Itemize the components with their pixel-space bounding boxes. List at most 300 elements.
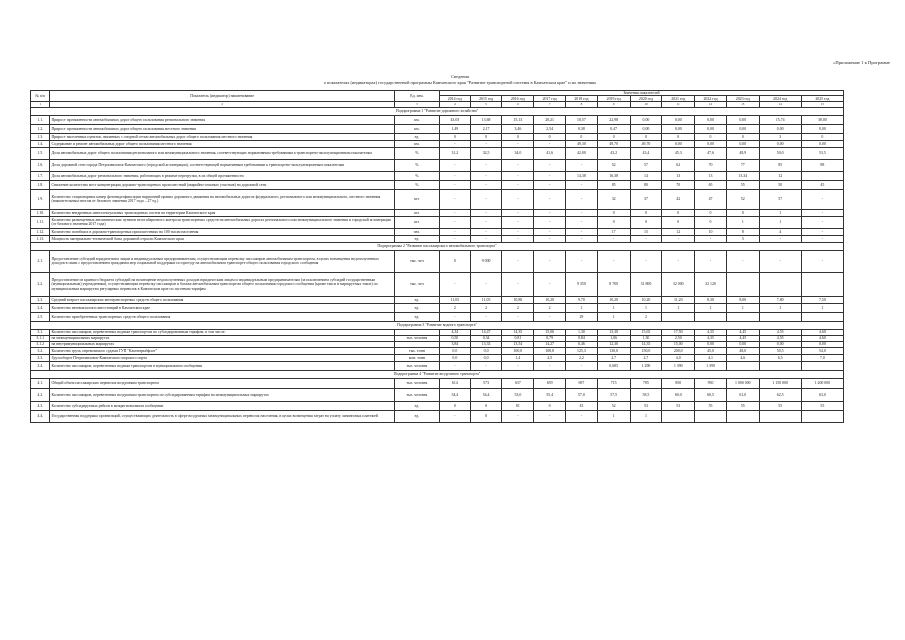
row-value: 0,00 bbox=[662, 115, 695, 124]
header-year: 2020 год bbox=[630, 96, 662, 102]
row-value: 0,00 bbox=[726, 341, 759, 347]
row-unit: ед. bbox=[394, 312, 439, 321]
row-value: - bbox=[439, 228, 470, 235]
header-index: 7 bbox=[534, 102, 566, 107]
row-value bbox=[759, 410, 801, 422]
row-value: 50 bbox=[759, 180, 801, 189]
row-value: 0,00 bbox=[662, 124, 695, 133]
row-value: 42 bbox=[662, 189, 695, 209]
section-title: Подпрограмма 1 "Развитие дорожного хозяйства" bbox=[31, 107, 844, 115]
row-value: 0,84 bbox=[566, 335, 598, 341]
row-value: 1 bbox=[597, 303, 630, 312]
row-value: 49,70 bbox=[597, 140, 630, 147]
row-value: 1 390 bbox=[662, 361, 695, 370]
row-value: 4,35 bbox=[695, 329, 727, 335]
row-value: 9 350 bbox=[566, 272, 598, 296]
row-value: 32 bbox=[597, 189, 630, 209]
row-number: 1.12. bbox=[31, 228, 50, 235]
row-value: 0,00 bbox=[662, 140, 695, 147]
row-value: 60,5 bbox=[695, 388, 727, 401]
header-year: 2022 год bbox=[695, 96, 727, 102]
row-value: 0 bbox=[662, 209, 695, 216]
row-unit: % bbox=[394, 180, 439, 189]
row-value: 70 bbox=[695, 159, 727, 171]
row-value: 108,8 bbox=[534, 347, 566, 354]
row-value: - bbox=[502, 189, 534, 209]
row-value: 7,80 bbox=[759, 296, 801, 303]
table-row bbox=[31, 140, 844, 147]
row-number: 3.3. bbox=[31, 354, 50, 361]
row-value: 1 bbox=[566, 303, 598, 312]
table-row bbox=[31, 209, 844, 216]
row-value: - bbox=[502, 235, 534, 242]
row-value: 4,55 bbox=[759, 329, 801, 335]
row-value: 15,06 bbox=[534, 329, 566, 335]
row-value: 10,57 bbox=[566, 115, 598, 124]
row-value: - bbox=[439, 180, 470, 189]
row-value: 12 bbox=[759, 171, 801, 180]
row-value: 0,00 bbox=[726, 115, 759, 124]
row-name: Государственная поддержка организаций, осуществляющих деятельность в сфере воздушных межмуниципальных перевозок населения, в целях возмещения затрат на уплату лизинговых платежей bbox=[50, 410, 394, 422]
header-index: 10 bbox=[630, 102, 662, 107]
table-row bbox=[31, 312, 844, 321]
row-value: 16,38 bbox=[597, 171, 630, 180]
row-number: 3.4. bbox=[31, 361, 50, 370]
row-value: 0 bbox=[597, 133, 630, 140]
row-unit: ед. bbox=[394, 235, 439, 242]
row-value: 10,20 bbox=[534, 296, 566, 303]
row-value: 2,5 bbox=[534, 354, 566, 361]
row-value: 13,33 bbox=[470, 341, 502, 347]
table-row bbox=[31, 124, 844, 133]
row-value: - bbox=[439, 216, 470, 228]
row-value: - bbox=[695, 235, 727, 242]
header-index: 11 bbox=[662, 102, 695, 107]
row-value: - bbox=[726, 250, 759, 272]
row-value: - bbox=[566, 250, 598, 272]
row-value: 0,0 bbox=[439, 347, 470, 354]
row-value: 55 bbox=[726, 180, 759, 189]
row-value: 4,35 bbox=[695, 335, 727, 341]
row-number: 3.1.1 bbox=[31, 335, 50, 341]
row-unit: тыс. чел bbox=[394, 272, 439, 296]
row-value: 13,34 bbox=[726, 171, 759, 180]
header-year: 2024 год bbox=[759, 96, 801, 102]
row-value: 2 bbox=[630, 312, 662, 321]
table-row bbox=[31, 354, 844, 361]
row-value: - bbox=[439, 272, 470, 296]
row-value: 49,70 bbox=[630, 140, 662, 147]
row-name: Количество груза, перевозимого судами ГУП "Камчатрыбфлот" bbox=[50, 347, 394, 354]
row-value: - bbox=[439, 361, 470, 370]
row-value: 2 bbox=[470, 303, 502, 312]
row-value: - bbox=[695, 250, 727, 272]
row-value: - bbox=[801, 235, 843, 242]
row-name: Количество погибших в дорожно-транспортных происшествиях на 100 тысяч населения bbox=[50, 228, 394, 235]
row-value: 3,46 bbox=[502, 124, 534, 133]
row-value: 150,0 bbox=[630, 347, 662, 354]
row-value: 1 000 000 bbox=[726, 378, 759, 388]
header-year: 2021 год bbox=[662, 96, 695, 102]
row-value: 4,60 bbox=[801, 329, 843, 335]
row-value: - bbox=[566, 228, 598, 235]
row-name: Мощность материально-технической базы дорожной отрасли Камчатского края bbox=[50, 235, 394, 242]
row-value: 659 bbox=[534, 378, 566, 388]
section-title: Подпрограмма 4 "Развитие воздушного транспорта" bbox=[31, 370, 844, 378]
header-year: 2019 год bbox=[597, 96, 630, 102]
row-value: 47,6 bbox=[695, 147, 727, 159]
header-index: 14 bbox=[759, 102, 801, 107]
row-value bbox=[759, 312, 801, 321]
header-index: 5 bbox=[470, 102, 502, 107]
header-num: № п/п bbox=[31, 91, 50, 102]
row-name: Снижение количества мест концентрации дорожно-транспортных происшествий (аварийно-опасных участков) на дорожной сети bbox=[50, 180, 394, 189]
row-value: 4,6 bbox=[726, 354, 759, 361]
row-value: 55 bbox=[695, 401, 727, 410]
row-name: Доля автомобильных дорог общего пользования регионального или межмуниципального значения, соответствующих нормативным требованиям к транспортно-эксплуатационным показателям bbox=[50, 147, 394, 159]
row-number: 3.1. bbox=[31, 329, 50, 335]
row-value: - bbox=[502, 140, 534, 147]
row-value: - bbox=[470, 228, 502, 235]
row-number: 4.3. bbox=[31, 401, 50, 410]
row-value: 0,0 bbox=[439, 354, 470, 361]
table-row bbox=[31, 296, 844, 303]
header-index: 6 bbox=[502, 102, 534, 107]
row-unit: км. bbox=[394, 124, 439, 133]
row-value: 57 bbox=[630, 159, 662, 171]
row-value: - bbox=[759, 250, 801, 272]
table-row bbox=[31, 361, 844, 370]
row-value: - bbox=[439, 189, 470, 209]
row-value: - bbox=[566, 361, 598, 370]
row-number: 1.7. bbox=[31, 171, 50, 180]
row-value: - bbox=[534, 140, 566, 147]
row-value: 0,685 bbox=[597, 361, 630, 370]
row-value bbox=[662, 410, 695, 422]
row-name: Прирост протяженности автомобильных дорог общего пользования местного значения bbox=[50, 124, 394, 133]
row-value: - bbox=[566, 159, 598, 171]
row-value: 1 bbox=[597, 312, 630, 321]
row-value: 6,5 bbox=[759, 354, 801, 361]
row-value: - bbox=[759, 235, 801, 242]
section-header-row bbox=[31, 321, 844, 329]
row-value: 17,50 bbox=[662, 329, 695, 335]
row-name: Средний возраст пассажирских автотранспортных средств общего пользования bbox=[50, 296, 394, 303]
row-value: 2,2 bbox=[566, 354, 598, 361]
row-value: 0,00 bbox=[630, 124, 662, 133]
row-value: 0 bbox=[801, 133, 843, 140]
row-value: 0 bbox=[597, 216, 630, 228]
row-value: 63,0 bbox=[801, 388, 843, 401]
row-value: 0,00 bbox=[695, 140, 727, 147]
row-value: 0,00 bbox=[726, 140, 759, 147]
row-number: 1.9. bbox=[31, 189, 50, 209]
row-value: 0 bbox=[470, 401, 502, 410]
row-number: 2.3. bbox=[31, 296, 50, 303]
row-value: 200,0 bbox=[662, 347, 695, 354]
row-value: - bbox=[534, 361, 566, 370]
row-value: - bbox=[502, 410, 534, 422]
row-value: 0 bbox=[566, 133, 598, 140]
row-value: 55 bbox=[801, 401, 843, 410]
row-value: 0,00 bbox=[801, 124, 843, 133]
row-number: 1.6. bbox=[31, 159, 50, 171]
row-value bbox=[726, 272, 759, 296]
table-row bbox=[31, 216, 844, 228]
row-value: 15,65 bbox=[630, 329, 662, 335]
row-value: 0 bbox=[630, 216, 662, 228]
table-row bbox=[31, 410, 844, 422]
row-value: 0 bbox=[726, 133, 759, 140]
row-name: Количество пассажиров, перевезенных воздушным транспортом по субсидированным тарифам на межмуниципальных маршрутах bbox=[50, 388, 394, 401]
header-unit: Ед. изм. bbox=[394, 91, 439, 102]
header-index: 1 bbox=[31, 102, 50, 107]
row-name: Количество размещенных автоматических пунктов весогабаритного контроля транспортных средств на автомобильных дорогах регионального или межмуниципального значения и городской агломерации (от базового значения 2017 года) bbox=[50, 216, 394, 228]
row-value: 42,00 bbox=[566, 147, 598, 159]
row-value: 0 bbox=[695, 216, 727, 228]
row-name: Количество приобретенных транспортных средств общего пользования bbox=[50, 312, 394, 321]
row-value: - bbox=[597, 250, 630, 272]
row-value: 8 700 bbox=[597, 272, 630, 296]
row-value: 0,00 bbox=[630, 115, 662, 124]
row-value bbox=[759, 361, 801, 370]
row-value: 0,0 bbox=[470, 354, 502, 361]
row-value: 715 bbox=[597, 378, 630, 388]
row-value: 47 bbox=[695, 189, 727, 209]
row-value: - bbox=[566, 180, 598, 189]
row-value: 13 bbox=[662, 171, 695, 180]
row-value: 32 000 bbox=[662, 272, 695, 296]
row-value: 54,4 bbox=[439, 388, 470, 401]
row-value: 0 bbox=[662, 216, 695, 228]
row-value: 11,05 bbox=[470, 296, 502, 303]
row-value: - bbox=[630, 235, 662, 242]
row-value: 15 bbox=[630, 228, 662, 235]
row-value bbox=[726, 361, 759, 370]
row-value: 4 bbox=[759, 228, 801, 235]
header-indicator: Показатель (индикатор) наименование bbox=[50, 91, 394, 102]
row-value: - bbox=[662, 250, 695, 272]
row-value: 4,60 bbox=[801, 335, 843, 341]
header-index: 3 bbox=[394, 102, 439, 107]
row-value: - bbox=[439, 171, 470, 180]
row-value: 10 bbox=[695, 228, 727, 235]
row-value bbox=[726, 312, 759, 321]
row-value: 697 bbox=[566, 378, 598, 388]
row-value: 48,0 bbox=[726, 347, 759, 354]
row-value: 62,5 bbox=[759, 388, 801, 401]
row-value: - bbox=[502, 171, 534, 180]
row-value: 2,54 bbox=[534, 124, 566, 133]
header-year: 2015 год bbox=[470, 96, 502, 102]
row-value: 34,0 bbox=[502, 147, 534, 159]
row-number: 1.8. bbox=[31, 180, 50, 189]
row-value: 0 bbox=[630, 209, 662, 216]
row-value: 17 bbox=[597, 228, 630, 235]
row-unit: тыс. тонн bbox=[394, 347, 439, 354]
row-value: 850 bbox=[662, 378, 695, 388]
row-value: - bbox=[534, 228, 566, 235]
row-value: 4,1 bbox=[695, 354, 727, 361]
row-value: 37 bbox=[630, 189, 662, 209]
row-value: - bbox=[502, 312, 534, 321]
row-value: 45,0 bbox=[695, 347, 727, 354]
row-value: 70 bbox=[662, 180, 695, 189]
row-unit: шт. bbox=[394, 189, 439, 209]
row-value: 0 bbox=[534, 133, 566, 140]
row-value: - bbox=[534, 272, 566, 296]
row-value: 2 bbox=[502, 303, 534, 312]
row-value: 7,50 bbox=[801, 296, 843, 303]
row-value: - bbox=[801, 228, 843, 235]
row-value: 62 bbox=[662, 159, 695, 171]
table-row bbox=[31, 347, 844, 354]
table-row bbox=[31, 115, 844, 124]
row-value: - bbox=[801, 216, 843, 228]
header-index: 8 bbox=[566, 102, 598, 107]
row-value: - bbox=[502, 180, 534, 189]
table-row bbox=[31, 133, 844, 140]
row-value: 31,2 bbox=[439, 147, 470, 159]
row-value: 50,5 bbox=[759, 347, 801, 354]
row-value: - bbox=[662, 235, 695, 242]
row-number: 2.1. bbox=[31, 250, 50, 272]
row-value: - bbox=[470, 272, 502, 296]
row-unit: км. bbox=[394, 140, 439, 147]
row-value: 13,30 bbox=[597, 329, 630, 335]
table-row bbox=[31, 228, 844, 235]
row-value: 29 bbox=[566, 312, 598, 321]
row-name: Прирост населенных пунктов, связанных с опорной сетью автомобильных дорог общего пользования местного значения bbox=[50, 133, 394, 140]
row-value: 12,30 bbox=[597, 341, 630, 347]
row-value: 0 bbox=[439, 133, 470, 140]
row-value: - bbox=[502, 159, 534, 171]
row-value bbox=[759, 272, 801, 296]
row-unit: % bbox=[394, 171, 439, 180]
row-value: 950 bbox=[695, 378, 727, 388]
header-index: 15 bbox=[801, 102, 843, 107]
row-value: 0,00 bbox=[759, 341, 801, 347]
row-value: 2,7 bbox=[597, 354, 630, 361]
row-value: 0,47 bbox=[597, 124, 630, 133]
row-value: - bbox=[439, 235, 470, 242]
row-unit: млн. тонн bbox=[394, 354, 439, 361]
row-value: 3 bbox=[759, 133, 801, 140]
row-value: 2,7 bbox=[630, 354, 662, 361]
row-value: - bbox=[502, 216, 534, 228]
row-unit: км. bbox=[394, 115, 439, 124]
row-value: 49,30 bbox=[566, 140, 598, 147]
row-value: 43,2 bbox=[597, 147, 630, 159]
row-value: 1,30 bbox=[566, 329, 598, 335]
row-value: 10,20 bbox=[630, 296, 662, 303]
row-value: 54,0 bbox=[801, 347, 843, 354]
row-value: 0,00 bbox=[695, 341, 727, 347]
row-value: 4,45 bbox=[726, 335, 759, 341]
row-value: 130,0 bbox=[597, 347, 630, 354]
header-index: 9 bbox=[597, 102, 630, 107]
row-value: - bbox=[534, 250, 566, 272]
row-value: 1 bbox=[759, 209, 801, 216]
row-value: 0 bbox=[662, 133, 695, 140]
row-value: 8,30 bbox=[695, 296, 727, 303]
row-value: 54,4 bbox=[470, 388, 502, 401]
table-row bbox=[31, 235, 844, 242]
section-title: Подпрограмма 2 "Развитие пассажирского автомобильного транспорта" bbox=[31, 242, 844, 250]
table-row bbox=[31, 378, 844, 388]
header-year: 2018 год bbox=[566, 96, 598, 102]
row-value: 1 390 bbox=[695, 361, 727, 370]
row-value: - bbox=[534, 209, 566, 216]
row-value: - bbox=[439, 312, 470, 321]
table-row bbox=[31, 272, 844, 296]
row-value: - bbox=[470, 235, 502, 242]
row-value bbox=[662, 312, 695, 321]
row-name: Количество пассажиров, перевезенных водным транспортом по субсидированным тарифам, в том числе: bbox=[50, 329, 394, 335]
row-unit: ед. bbox=[394, 410, 439, 422]
row-value bbox=[695, 410, 727, 422]
row-unit: тыс. чел bbox=[394, 250, 439, 272]
row-value: 4,0 bbox=[662, 354, 695, 361]
document-title bbox=[160, 74, 760, 86]
row-value: - bbox=[439, 209, 470, 216]
row-value: 60,0 bbox=[662, 388, 695, 401]
row-value bbox=[801, 272, 843, 296]
row-unit: ед. bbox=[394, 401, 439, 410]
row-value: 1 bbox=[695, 303, 727, 312]
title-line-2: о показателях (индикаторах) государственной программы Камчатского края "Развитие транспортной системы в Камчатском крае" и их значениях bbox=[323, 80, 597, 85]
row-value: 15,74 bbox=[759, 115, 801, 124]
row-name: Количество пассажиров, перевезенных водным транспортом в муниципальном сообщении bbox=[50, 361, 394, 370]
table-row bbox=[31, 159, 844, 171]
row-unit: ед. bbox=[394, 296, 439, 303]
row-value: 2 bbox=[439, 303, 470, 312]
row-value: 52 bbox=[597, 159, 630, 171]
row-value: 58,5 bbox=[630, 388, 662, 401]
row-value: - bbox=[566, 410, 598, 422]
row-value: 31 800 bbox=[630, 272, 662, 296]
annex-label: «Приложение 1 к Программе bbox=[833, 60, 890, 65]
row-value: 0 bbox=[695, 209, 727, 216]
row-number: 2.2. bbox=[31, 272, 50, 296]
row-value: 9,70 bbox=[566, 296, 598, 303]
row-value: 61,0 bbox=[726, 388, 759, 401]
row-value: - bbox=[534, 410, 566, 422]
header-year: 2025 год bbox=[801, 96, 843, 102]
row-value: 14,47 bbox=[470, 329, 502, 335]
row-value: 53 bbox=[630, 401, 662, 410]
row-value: - bbox=[534, 159, 566, 171]
row-value: 1 bbox=[726, 216, 759, 228]
row-number: 1.10. bbox=[31, 209, 50, 216]
row-name: Содержание и ремонт автомобильных дорог общего пользования местного значения bbox=[50, 140, 394, 147]
table-row bbox=[31, 388, 844, 401]
row-value: - bbox=[566, 209, 598, 216]
row-value: 43,03 bbox=[439, 115, 470, 124]
row-name: на внутримуниципальных маршрутах bbox=[50, 341, 394, 347]
row-value: 43 bbox=[566, 401, 598, 410]
section-title: Подпрограмма 3 "Развитие водного транспорта" bbox=[31, 321, 844, 329]
row-value: - bbox=[439, 410, 470, 422]
row-unit: % bbox=[394, 147, 439, 159]
row-value: 4,45 bbox=[726, 329, 759, 335]
row-value: - bbox=[502, 361, 534, 370]
row-value: 50,0 bbox=[759, 147, 801, 159]
row-value: - bbox=[470, 159, 502, 171]
row-value: 85 bbox=[597, 180, 630, 189]
row-value: - bbox=[470, 171, 502, 180]
row-number: 1.3. bbox=[31, 133, 50, 140]
